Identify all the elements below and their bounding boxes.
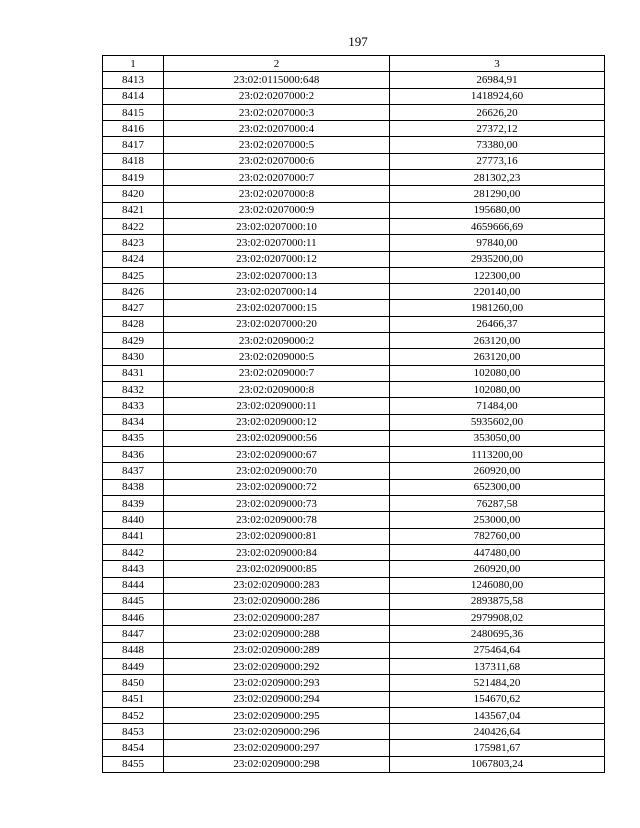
cadastral-number-cell: 23:02:0209000:72: [164, 479, 390, 495]
value-cell: 275464,64: [390, 642, 605, 658]
table-row: [103, 610, 605, 626]
table-row: [103, 447, 605, 463]
cadastral-number-cell: 23:02:0209000:288: [164, 626, 390, 642]
cadastral-number-cell: 23:02:0207000:6: [164, 153, 390, 169]
table-row: [103, 153, 605, 169]
row-number-cell: 8422: [103, 218, 164, 234]
row-number-cell: 8424: [103, 251, 164, 267]
value-cell: 353050,00: [390, 430, 605, 446]
table-row: [103, 121, 605, 137]
row-number-cell: 8453: [103, 724, 164, 740]
table-row: [103, 186, 605, 202]
row-number-cell: 8450: [103, 675, 164, 691]
value-cell: 652300,00: [390, 479, 605, 495]
row-number-cell: 8430: [103, 349, 164, 365]
cadastral-number-cell: 23:02:0207000:11: [164, 235, 390, 251]
row-number-cell: 8439: [103, 496, 164, 512]
value-cell: 782760,00: [390, 528, 605, 544]
cadastral-number-cell: 23:02:0209000:283: [164, 577, 390, 593]
value-cell: 102080,00: [390, 381, 605, 397]
cadastral-number-cell: 23:02:0209000:292: [164, 658, 390, 674]
value-cell: 26466,37: [390, 316, 605, 332]
cadastral-number-cell: 23:02:0207000:8: [164, 186, 390, 202]
row-number-cell: 8444: [103, 577, 164, 593]
table-row: [103, 707, 605, 723]
cadastral-number-cell: 23:02:0209000:70: [164, 463, 390, 479]
cadastral-number-cell: 23:02:0209000:5: [164, 349, 390, 365]
cadastral-number-cell: 23:02:0209000:287: [164, 610, 390, 626]
value-cell: 102080,00: [390, 365, 605, 381]
cadastral-number-cell: 23:02:0207000:5: [164, 137, 390, 153]
row-number-cell: 8432: [103, 381, 164, 397]
row-number-cell: 8443: [103, 561, 164, 577]
cadastral-number-cell: 23:02:0209000:8: [164, 381, 390, 397]
row-number-cell: 8442: [103, 544, 164, 560]
cadastral-number-cell: 23:02:0209000:293: [164, 675, 390, 691]
table-row: [103, 463, 605, 479]
cadastral-number-cell: 23:02:0209000:286: [164, 593, 390, 609]
table-row: [103, 577, 605, 593]
row-number-cell: 8413: [103, 72, 164, 88]
value-cell: 521484,20: [390, 675, 605, 691]
row-number-cell: 8454: [103, 740, 164, 756]
table-row: [103, 202, 605, 218]
cadastral-number-cell: 23:02:0209000:56: [164, 430, 390, 446]
row-number-cell: 8416: [103, 121, 164, 137]
table-row: [103, 218, 605, 234]
cadastral-number-cell: 23:02:0209000:84: [164, 544, 390, 560]
value-cell: 281302,23: [390, 170, 605, 186]
table-body: [103, 72, 605, 773]
value-cell: 2935200,00: [390, 251, 605, 267]
row-number-cell: 8449: [103, 658, 164, 674]
cadastral-number-cell: 23:02:0209000:81: [164, 528, 390, 544]
row-number-cell: 8437: [103, 463, 164, 479]
table-row: [103, 170, 605, 186]
cadastral-number-cell: 23:02:0209000:7: [164, 365, 390, 381]
row-number-cell: 8436: [103, 447, 164, 463]
column-header-2: 2: [164, 56, 390, 72]
row-number-cell: 8433: [103, 398, 164, 414]
value-cell: 26626,20: [390, 104, 605, 120]
row-number-cell: 8427: [103, 300, 164, 316]
cadastral-number-cell: 23:02:0209000:295: [164, 707, 390, 723]
cadastral-number-cell: 23:02:0207000:13: [164, 267, 390, 283]
cadastral-number-cell: 23:02:0207000:10: [164, 218, 390, 234]
row-number-cell: 8419: [103, 170, 164, 186]
row-number-cell: 8452: [103, 707, 164, 723]
value-cell: 76287,58: [390, 496, 605, 512]
value-cell: 71484,00: [390, 398, 605, 414]
row-number-cell: 8445: [103, 593, 164, 609]
table-row: [103, 642, 605, 658]
data-table: [102, 55, 605, 773]
value-cell: 253000,00: [390, 512, 605, 528]
value-cell: 263120,00: [390, 349, 605, 365]
row-number-cell: 8421: [103, 202, 164, 218]
table-row: [103, 381, 605, 397]
table-row: [103, 528, 605, 544]
row-number-cell: 8441: [103, 528, 164, 544]
row-number-cell: 8438: [103, 479, 164, 495]
table-row: [103, 137, 605, 153]
value-cell: 2480695,36: [390, 626, 605, 642]
table-row: [103, 561, 605, 577]
value-cell: 240426,64: [390, 724, 605, 740]
table-row: [103, 430, 605, 446]
value-cell: 1067803,24: [390, 756, 605, 772]
table-row: [103, 414, 605, 430]
value-cell: 73380,00: [390, 137, 605, 153]
cadastral-number-cell: 23:02:0115000:648: [164, 72, 390, 88]
value-cell: 175981,67: [390, 740, 605, 756]
cadastral-number-cell: 23:02:0207000:20: [164, 316, 390, 332]
column-header-3: 3: [390, 56, 605, 72]
value-cell: 2979908,02: [390, 610, 605, 626]
table-row: [103, 593, 605, 609]
page-number: 197: [348, 34, 368, 49]
value-cell: 27773,16: [390, 153, 605, 169]
row-number-cell: 8429: [103, 333, 164, 349]
row-number-cell: 8435: [103, 430, 164, 446]
cadastral-number-cell: 23:02:0209000:2: [164, 333, 390, 349]
table-row: [103, 512, 605, 528]
row-number-cell: 8431: [103, 365, 164, 381]
table-row: [103, 88, 605, 104]
row-number-cell: 8420: [103, 186, 164, 202]
table-row: [103, 251, 605, 267]
cadastral-number-cell: 23:02:0207000:14: [164, 284, 390, 300]
table-row: [103, 756, 605, 772]
value-cell: 195680,00: [390, 202, 605, 218]
value-cell: 1981260,00: [390, 300, 605, 316]
row-number-cell: 8423: [103, 235, 164, 251]
row-number-cell: 8418: [103, 153, 164, 169]
cadastral-number-cell: 23:02:0209000:296: [164, 724, 390, 740]
table-row: [103, 72, 605, 88]
table-row: [103, 496, 605, 512]
cadastral-number-cell: 23:02:0207000:4: [164, 121, 390, 137]
row-number-cell: 8426: [103, 284, 164, 300]
value-cell: 27372,12: [390, 121, 605, 137]
table-row: [103, 740, 605, 756]
table-header-row: [103, 56, 605, 72]
table-row: [103, 544, 605, 560]
row-number-cell: 8415: [103, 104, 164, 120]
cadastral-number-cell: 23:02:0207000:9: [164, 202, 390, 218]
table-row: [103, 316, 605, 332]
table-row: [103, 235, 605, 251]
table-row: [103, 675, 605, 691]
value-cell: 220140,00: [390, 284, 605, 300]
table-row: [103, 479, 605, 495]
value-cell: 260920,00: [390, 463, 605, 479]
cadastral-number-cell: 23:02:0209000:289: [164, 642, 390, 658]
cadastral-number-cell: 23:02:0209000:85: [164, 561, 390, 577]
value-cell: 281290,00: [390, 186, 605, 202]
table-row: [103, 333, 605, 349]
row-number-cell: 8455: [103, 756, 164, 772]
cadastral-number-cell: 23:02:0209000:73: [164, 496, 390, 512]
value-cell: 26984,91: [390, 72, 605, 88]
table-row: [103, 267, 605, 283]
cadastral-number-cell: 23:02:0207000:3: [164, 104, 390, 120]
table-row: [103, 724, 605, 740]
table-row: [103, 398, 605, 414]
value-cell: 122300,00: [390, 267, 605, 283]
row-number-cell: 8428: [103, 316, 164, 332]
value-cell: 1418924,60: [390, 88, 605, 104]
value-cell: 260920,00: [390, 561, 605, 577]
table-row: [103, 104, 605, 120]
value-cell: 1113200,00: [390, 447, 605, 463]
cadastral-number-cell: 23:02:0209000:298: [164, 756, 390, 772]
table-row: [103, 349, 605, 365]
table-row: [103, 626, 605, 642]
row-number-cell: 8434: [103, 414, 164, 430]
value-cell: 447480,00: [390, 544, 605, 560]
cadastral-number-cell: 23:02:0209000:297: [164, 740, 390, 756]
cadastral-number-cell: 23:02:0207000:2: [164, 88, 390, 104]
value-cell: 1246080,00: [390, 577, 605, 593]
cadastral-number-cell: 23:02:0209000:78: [164, 512, 390, 528]
cadastral-number-cell: 23:02:0207000:12: [164, 251, 390, 267]
value-cell: 5935602,00: [390, 414, 605, 430]
row-number-cell: 8447: [103, 626, 164, 642]
row-number-cell: 8425: [103, 267, 164, 283]
table-row: [103, 284, 605, 300]
table-row: [103, 658, 605, 674]
value-cell: 263120,00: [390, 333, 605, 349]
cadastral-number-cell: 23:02:0209000:11: [164, 398, 390, 414]
cadastral-number-cell: 23:02:0207000:15: [164, 300, 390, 316]
value-cell: 154670,62: [390, 691, 605, 707]
row-number-cell: 8414: [103, 88, 164, 104]
row-number-cell: 8446: [103, 610, 164, 626]
row-number-cell: 8448: [103, 642, 164, 658]
row-number-cell: 8417: [103, 137, 164, 153]
column-header-1: 1: [103, 56, 164, 72]
row-number-cell: 8451: [103, 691, 164, 707]
table-row: [103, 365, 605, 381]
value-cell: 97840,00: [390, 235, 605, 251]
value-cell: 4659666,69: [390, 218, 605, 234]
value-cell: 137311,68: [390, 658, 605, 674]
cadastral-number-cell: 23:02:0207000:7: [164, 170, 390, 186]
value-cell: 143567,04: [390, 707, 605, 723]
table-row: [103, 300, 605, 316]
cadastral-number-cell: 23:02:0209000:12: [164, 414, 390, 430]
row-number-cell: 8440: [103, 512, 164, 528]
cadastral-number-cell: 23:02:0209000:294: [164, 691, 390, 707]
cadastral-number-cell: 23:02:0209000:67: [164, 447, 390, 463]
table-row: [103, 691, 605, 707]
value-cell: 2893875,58: [390, 593, 605, 609]
